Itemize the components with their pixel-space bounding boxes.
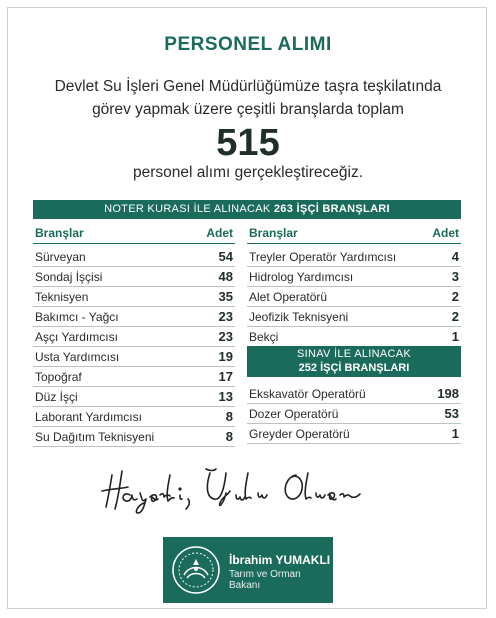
branch-name: Düz İşçi	[35, 390, 78, 404]
branch-count: 8	[225, 409, 233, 424]
table-row	[247, 384, 461, 404]
minister-title: Tarım ve Orman Bakanı	[229, 569, 301, 591]
table-row	[33, 287, 235, 307]
branch-count: 2	[451, 289, 459, 304]
branch-name: Laborant Yardımcısı	[35, 410, 142, 424]
branch-count: 3	[451, 269, 459, 284]
branch-name: Hidrolog Yardımcısı	[249, 270, 354, 284]
branch-count: 13	[218, 389, 233, 404]
table-row	[247, 424, 461, 444]
left-table	[33, 247, 235, 447]
intro-text	[20, 75, 476, 121]
intro-line-1: Devlet Su İşleri Genel Müdürlüğümüze taşra teşkilatında	[54, 78, 442, 95]
table-row	[247, 267, 461, 287]
table-row	[33, 347, 235, 367]
left-header-name: Branşlar	[35, 226, 84, 240]
branch-count: 19	[218, 349, 233, 364]
minister-footer	[163, 537, 333, 603]
table-row	[247, 287, 461, 307]
noter-band-prefix: NOTER KURASI İLE ALINACAK	[104, 203, 271, 215]
left-column-header	[33, 225, 235, 244]
right-header-count: Adet	[432, 226, 459, 240]
table-row	[33, 367, 235, 387]
table-row	[33, 247, 235, 267]
branch-name: Topoğraf	[35, 370, 82, 384]
branch-name: Treyler Operatör Yardımcısı	[249, 250, 397, 264]
noter-band	[33, 200, 461, 219]
minister-name: İbrahim YUMAKLI	[229, 553, 331, 567]
left-header-count: Adet	[206, 226, 233, 240]
right-column-header	[247, 225, 461, 244]
branch-count: 1	[451, 426, 459, 441]
branch-name: Su Dağıtım Teknisyeni	[35, 430, 155, 444]
table-row	[33, 327, 235, 347]
intro-line-2: görev yapmak üzere çeşitli branşlarda toplam	[92, 101, 404, 118]
noter-band-highlight: 263 İŞÇİ BRANŞLARI	[273, 203, 390, 215]
table-row	[247, 247, 461, 267]
table-row	[33, 387, 235, 407]
branch-count: 35	[218, 289, 233, 304]
branch-count: 198	[437, 386, 459, 401]
table-row	[247, 307, 461, 327]
branch-name: Ekskavatör Operatörü	[249, 387, 366, 401]
table-row	[33, 427, 235, 447]
branch-name: Sürveyan	[35, 250, 86, 264]
branch-name: Dozer Operatörü	[249, 407, 339, 421]
branch-count: 2	[451, 309, 459, 324]
outro-text: personel alımı gerçekleştireceğiz.	[132, 164, 364, 181]
branch-name: Bekçi	[249, 330, 279, 344]
branch-name: Sondaj İşçisi	[35, 270, 103, 284]
branch-name: Aşçı Yardımcısı	[35, 330, 118, 344]
page-title: PERSONEL ALIMI	[164, 34, 332, 55]
branch-name: Greyder Operatörü	[249, 427, 350, 441]
branch-count: 8	[225, 429, 233, 444]
table-row	[33, 407, 235, 427]
branch-name: Jeofizik Teknisyeni	[249, 310, 349, 324]
handwritten-signature	[100, 465, 390, 515]
sinav-table	[247, 384, 461, 444]
right-table	[247, 247, 461, 347]
branch-name: Teknisyen	[35, 290, 89, 304]
right-header-name: Branşlar	[249, 226, 298, 240]
branch-name: Bakımcı - Yağcı	[35, 310, 119, 324]
branch-name: Alet Operatörü	[249, 290, 328, 304]
sinav-band-line-2: 252 İŞÇİ BRANŞLARI	[298, 362, 410, 374]
branch-count: 23	[218, 329, 233, 344]
ministry-seal-icon	[171, 545, 221, 595]
branch-count: 23	[218, 309, 233, 324]
sinav-band-line-1: SINAV İLE ALINACAK	[296, 348, 412, 360]
table-row	[247, 327, 461, 347]
branch-name: Usta Yardımcısı	[35, 350, 120, 364]
total-count: 515	[216, 122, 280, 164]
table-row	[33, 307, 235, 327]
table-row	[33, 267, 235, 287]
sinav-band	[247, 346, 461, 377]
branch-count: 48	[218, 269, 233, 284]
branch-count: 1	[451, 329, 459, 344]
branch-count: 53	[444, 406, 459, 421]
table-row	[247, 404, 461, 424]
branch-count: 17	[218, 369, 233, 384]
branch-count: 54	[218, 249, 233, 264]
branch-count: 4	[451, 249, 459, 264]
